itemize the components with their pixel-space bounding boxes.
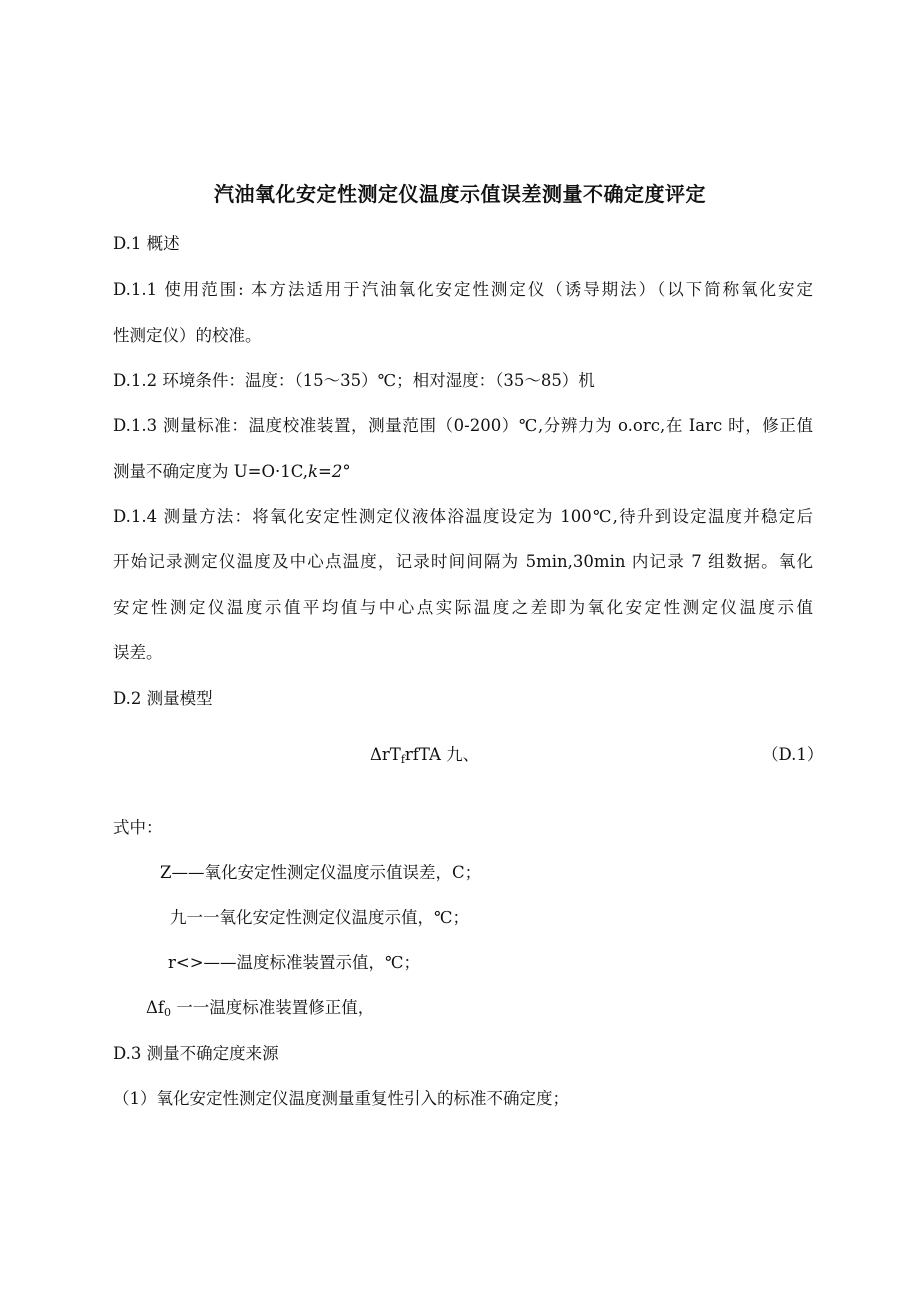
definition-indication: 九一一氧化安定性测定仪温度示值，℃； xyxy=(170,908,469,927)
document-title: 汽油氧化安定性测定仪温度示值误差测量不确定度评定 xyxy=(214,182,706,206)
definition-standard-indication: r<>——温度标准装置示值，℃； xyxy=(168,953,420,972)
definition-error: Z——氧化安定性测定仪温度示值误差，C； xyxy=(160,863,482,882)
correction-subscript: 0 xyxy=(164,1006,172,1019)
d13-coverage-factor: k=2° xyxy=(308,462,351,481)
definition-correction xyxy=(146,998,374,1019)
equation-number: （D.1） xyxy=(762,745,824,764)
paragraph-d11-line1: D.1.1 使用范围: 本方法适用于汽油氧化安定性测定仪（诱导期法）（以下简称氧化安定 xyxy=(113,280,813,299)
paragraph-d13-line2 xyxy=(113,462,351,482)
section-d3-heading: D.3 测量不确定度来源 xyxy=(113,1044,279,1063)
paragraph-d11-line2: 性测定仪）的校准。 xyxy=(113,326,262,345)
section-d1-heading: D.1 概述 xyxy=(113,234,180,253)
measurement-model-formula xyxy=(370,741,479,766)
where-label: 式中： xyxy=(113,818,163,837)
paragraph-d14-line1: D.1.4 测量方法：将氧化安定性测定仪液体浴温度设定为 100℃,待升到设定温度并稳定后 xyxy=(113,507,813,526)
paragraph-d14-line3: 安定性测定仪温度示值平均值与中心点实际温度之差即为氧化安定性测定仪温度示值 xyxy=(113,598,813,617)
uncertainty-source-item-1: （1）氧化安定性测定仪温度测量重复性引入的标准不确定度； xyxy=(113,1089,569,1108)
paragraph-d14-line2: 开始记录测定仪温度及中心点温度，记录时间间隔为 5min,30min 内记录 7 组数据。氧化 xyxy=(113,552,813,571)
paragraph-d14-line4: 误差。 xyxy=(113,643,163,662)
correction-text: 一一温度标准装置修正值， xyxy=(171,998,375,1017)
paragraph-d12: D.1.2 环境条件：温度：（15～35）℃；相对湿度：（35～85）机 xyxy=(113,371,595,390)
formula-part-b: rfTA 九、 xyxy=(404,745,480,764)
correction-symbol: Δf xyxy=(146,998,165,1017)
formula-part-a: ΔrT xyxy=(370,745,401,764)
paragraph-d13-line1: D.1.3 测量标准：温度校准装置，测量范围（0-200）℃,分辨力为 o.orc,在 Iarc 时，修正值 xyxy=(113,416,813,435)
formula-subscript: f xyxy=(400,753,405,766)
d13-uncertainty-text: 测量不确定度为 U=O·1C, xyxy=(113,462,309,481)
section-d2-heading: D.2 测量模型 xyxy=(113,689,213,708)
